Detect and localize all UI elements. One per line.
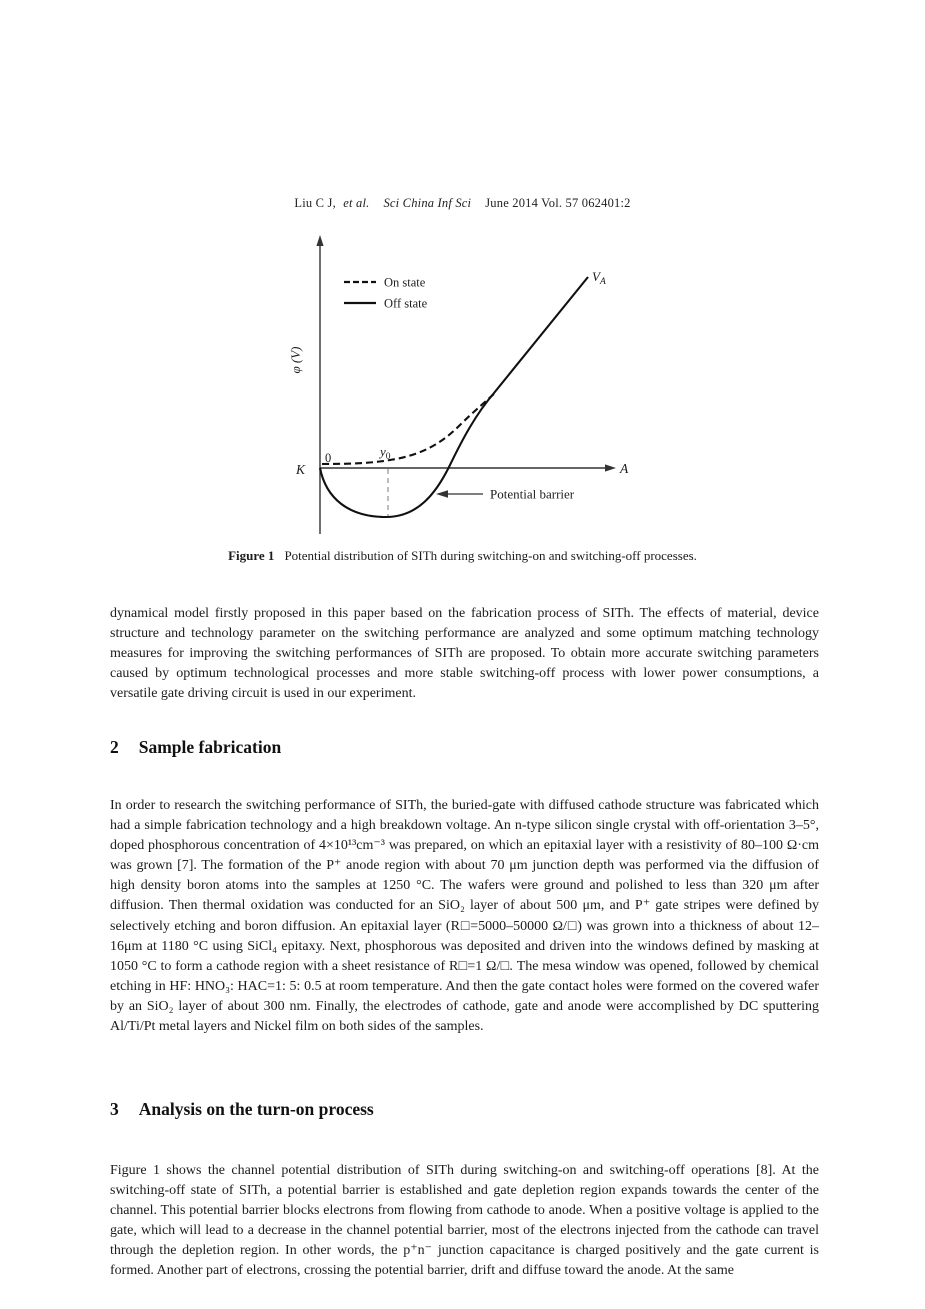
paragraph-intro: dynamical model firstly proposed in this paper based on the fabrication process of SITh. The effects of material, device structure and technology parameter on the switching performance are analyzed and some optimum matching technology measures for improving the switching performances of SITh are proposed. To obtain more accurate switching parameters caused by optimum technological processes and more stable switching-off process with lower power consumptions, a versatile gate driving circuit is used in our experiment. [110,606,819,702]
section-2-title: Sample fabrication [138,737,282,757]
section-3-heading [110,1099,819,1120]
barrier-label: Potential barrier [490,486,575,502]
running-head [0,196,925,211]
running-head-issue: June 2014 Vol. 57 062401:2 [485,196,631,210]
section-2-heading [110,737,819,758]
y-axis-label: φ (V) [288,346,303,374]
potential-distribution-chart [278,232,658,542]
off-state-curve [320,277,588,517]
anode-label: A [620,461,629,476]
paragraph-analysis: Figure 1 shows the channel potential distribution of SITh during switching-on and switching-off operations [8]. At the switching-off state of SITh, a potential barrier is established and gate depletion region expands towards the center of the channel. This potential barrier blocks electrons from flowing from cathode to anode. When a positive voltage is applied to the gate, which will lead to a decrease in the channel potential barrier, most of the electrons injected from the cathode can travel through the depletion region. In other words, the p⁺n⁻ junction capacitance is charged positively and the gate current is formed. Another part of electrons, crossing the potential barrier, drift and diffuse toward the anode. At the same [110,1163,819,1279]
paragraph-fabrication: In order to research the switching performance of SITh, the buried-gate with diffused cathode structure was fabricated which had a simple fabrication technology and a high breakdown voltage. An n-type silicon single crystal with off-orientation 3–5°, doped phosphorous concentration of 4×10¹³cm⁻³ was prepared, on which an epitaxial layer with a resistivity of 80–100 Ω·cm was grown [7]. The formation of the P⁺ anode region with about 70 μm junction depth was performed via the diffusion of high density boron atoms into the samples at 1250 °C. The wafers were ground and polished to less than 320 μm after diffusion. Then thermal oxidation was conducted for an SiO₂ layer of about 500 μm, and P⁺ gate stripes were defined by selectively etching and boron diffusion. An epitaxial layer (R□=5000–50000 Ω/□) was grown into a thickness of about 12–16μm at 1180 °C using SiCl₄ epitaxy. Next, phosphorous was deposited and driven into the windows defined by masking at 1050 °C to form a cathode region with a sheet resistance of R□=1 Ω/□. The mesa window was opened, followed by chemical etching in HF: HNO₃: HAC=1: 5: 0.5 at room temperature. And then the gate contact holes were formed on the covered wafer by an SiO₂ layer of about 300 nm. Finally, the electrodes of cathode, gate and anode were accomplished by DC sputtering Al/Ti/Pt metal layers and Nickel film on both sides of the samples. [110,798,819,1035]
figure-caption [0,548,925,564]
running-head-etal: et al. [343,196,370,210]
origin-label: 0 [325,451,332,465]
cathode-label: K [296,462,306,477]
section-2-number: 2 [110,737,119,757]
figure-1 [278,232,658,542]
y0-label: $y_0$ [380,444,391,462]
legend-on-label: On state [384,275,426,290]
figure-caption-text: Potential distribution of SITh during switching-on and switching-off processes. [284,548,697,563]
section-3-title: Analysis on the turn-on process [138,1099,374,1119]
legend-off-label: Off state [384,296,428,311]
y-axis-arrow-icon [316,235,323,246]
running-head-authors: Liu C J, [294,196,336,210]
x-axis-arrow-icon [605,464,616,471]
running-head-journal: Sci China Inf Sci [383,196,472,210]
section-3-number: 3 [110,1099,119,1119]
figure-caption-label: Figure 1 [228,548,275,563]
va-label: $V_A$ [592,269,606,287]
barrier-arrow-icon [436,490,448,498]
